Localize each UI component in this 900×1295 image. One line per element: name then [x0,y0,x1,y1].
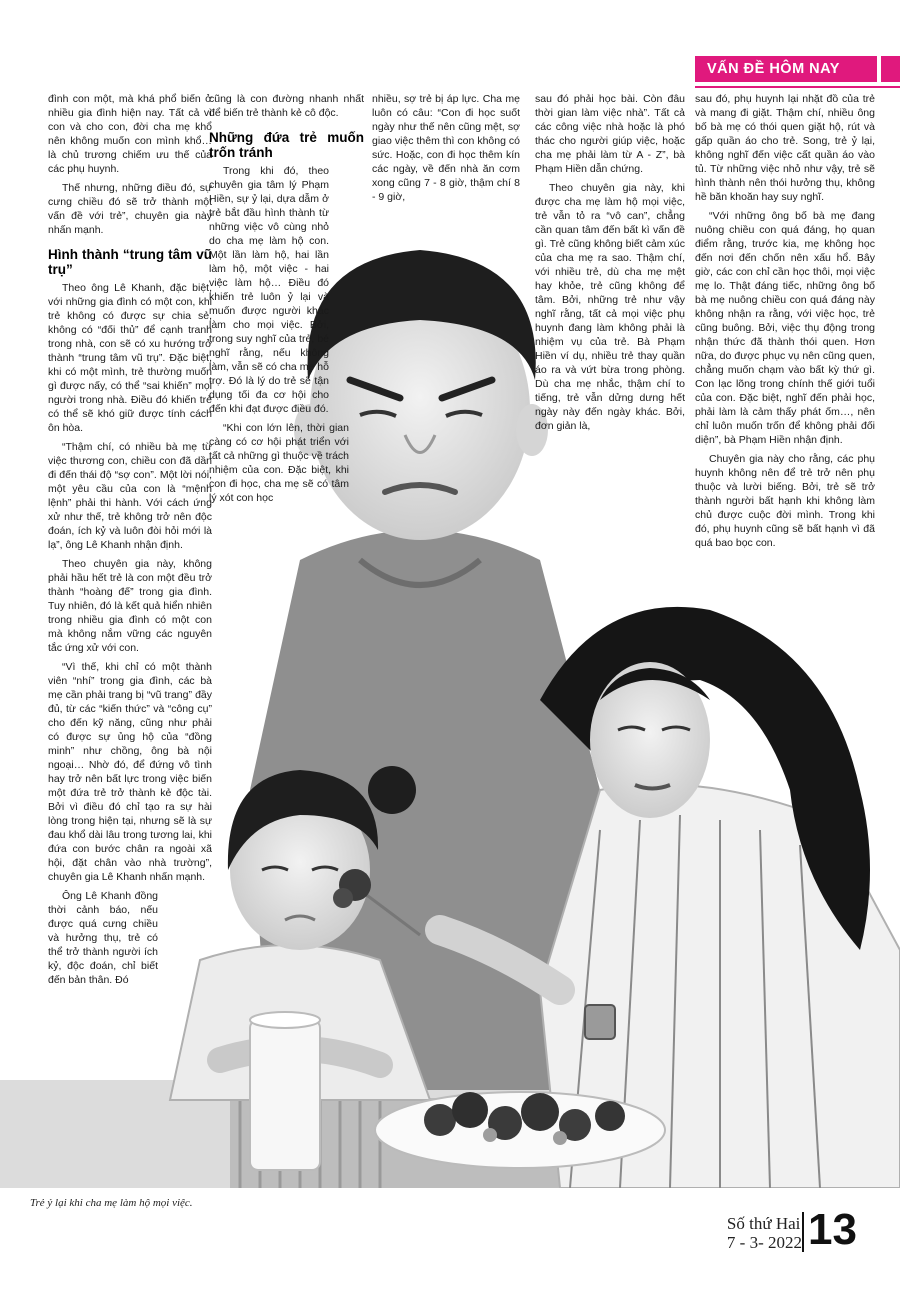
column-3 [372,92,520,209]
paragraph: nhiều, sợ trẻ bị áp lực. Cha mẹ luôn có câu: “Con đi học suốt ngày như thế nên cũng mệt, sợ giao việc thêm thì con không có sức. Hoặc, con đi học thêm kín các ngày, về đến nhà ăn cơm xong cũng 7 - 8 giờ, thậm chí 8 - 9 giờ, [372,93,520,203]
issue-date [727,1214,802,1252]
paragraph: Trong khi đó, theo chuyên gia tâm lý Phạm Hiền, sự ỷ lại, dựa dẫm ở trẻ bắt đầu hình thành từ những việc vô cùng nhỏ do cha mẹ làm hộ con. Một lần làm hộ, hai lần làm hộ, một việc - hai việc làm hộ… Điều đó khiến trẻ luôn ỷ lại và muốn được người khác làm cho mọi việc. Bởi, trong suy nghĩ của trẻ, bé nghĩ rằng, nếu không làm, vẫn sẽ có cha mẹ hỗ trợ. Đó là lý do trẻ sẽ tận dụng tối đa cơ hội cho đến khi đạt được điều đó. [209,165,329,415]
photo-caption: Trẻ ỷ lại khi cha mẹ làm hộ mọi việc. [30,1197,193,1209]
issue-date-text: 7 - 3- 2022 [726,1233,802,1252]
paragraph: “Khi con lớn lên, thời gian càng có cơ hội phát triển với tất cả những gì thuộc về trách nhiệm của con. Đặc biệt, khi con đi học, cha mẹ sẽ có tâm lý xót con học [209,422,349,504]
paragraph: cũng là con đường nhanh nhất để biến trẻ thành kẻ cô độc. [209,93,364,119]
page-number-divider [802,1212,804,1252]
page-number: 13 [808,1205,857,1254]
paragraph: sau đó phải học bài. Còn đâu thời gian làm việc nhà”. Tất cả các công việc nhà hoặc là phó thác cho người giúp việc, hoặc cha mẹ phải làm từ A - Z”, bà Phạm Hiền dẫn chứng. [535,93,685,175]
column-1 [48,92,212,992]
paragraph: Theo ông Lê Khanh, đặc biệt, với những gia đình có một con, khi trẻ không có được sự chia sẻ, không có “đối thủ” để cạnh tranh trong nhà, con sẽ có xu hướng trở thành “trung tâm vũ trụ”. Đặc biệt, khi có một mình, trẻ thường muốn gì được nấy, có thể “sai khiến” mọi người trong nhà. Điều đó khiến trẻ có thể sẽ khó giữ được tính cách ôn hòa. [48,282,212,434]
plate-of-broccoli [375,1092,665,1168]
issue-name: Số thứ Hai [726,1214,801,1233]
paragraph: Thế nhưng, những điều đó, sự cưng chiều đó sẽ trở thành một vấn đề với trẻ”, chuyên gia này nhấn mạnh. [48,182,212,236]
paragraph: Ông Lê Khanh đồng thời cảnh báo, nếu được quá cưng chiều và hưởng thụ, trẻ có thể trở thành người ích kỷ, độc đoán, chỉ biết đến bản thân. Đó [48,890,158,986]
paragraph: “Thậm chí, có nhiều bà mẹ từ việc thương con, chiều con đã dần đi đến thái độ “sợ con”. Một lời nói, một yêu cầu của con là “mệnh lệnh” phải thi hành. Với cách ứng xử như thế, trẻ không trở nên độc đoán, ích kỷ và luôn đòi hỏi mới là lạ”, ông Lê Khanh nhận định. [48,441,212,551]
column-4 [535,92,685,438]
section-rule [695,86,900,88]
column-2 [209,92,364,510]
milk-glass [250,1012,320,1170]
paragraph: Theo chuyên gia này, khi được cha mẹ làm hộ mọi việc, trẻ vẫn tỏ ra “vô can”, chẳng cần quan tâm đến bất kì vấn đề gì. Trẻ cũng không biết cảm xúc của cha mẹ ra sao. Thậm chí, với nhiều trẻ, dù cha mẹ mệt hay khỏe, trẻ cũng không để tâm. Bởi, những trẻ như vậy nghĩ rằng, tất cả mọi việc phụ huynh đang làm không phải là nhiệm vụ của trẻ. Bà Phạm Hiền ví dụ, nhiều trẻ thay quần áo ra và vứt bừa trong phòng. Dù cha mẹ nhắc, thậm chí to tiếng, trẻ vẫn dửng dưng hết ngày này đến ngày khác. Bởi, đơn giản là, [535,182,685,432]
subheading: Hình thành “trung tâm vũ trụ” [48,247,212,277]
paragraph: đình con một, mà khá phổ biến ở nhiều gia đình hiện nay. Tất cả vì con và cho con, đời cha mẹ khổ nên không muốn con mình khổ… là chủ trương chiếm ưu thế của các phụ huynh. [48,93,212,175]
paragraph: Chuyên gia này cho rằng, các phụ huynh không nên để trẻ trở nên phụ thuộc và lười biếng. Bởi, trẻ sẽ trở thành người bất hạnh khi không làm chủ được cuộc đời mình. Trong khi đó, phụ huynh cũng sẽ bất hạnh vì đã quá bao bọc con. [695,453,875,549]
paragraph: “Với những ông bố bà mẹ đang nuông chiều con quá đáng, họ quan điểm rằng, trước kia, mẹ không học đến nơi đến chốn nên xấu hổ. Bây giờ, các con chỉ cần học thôi, mọi việc mẹ lo. Thật đáng tiếc, những ông bố bà mẹ nuông chiều con quá đáng này không nhận ra rằng, với việc học, trẻ cũng buông. Bởi, việc thụ động trong nhận thức đã thành thói quen. Hơn nữa, do được phục vụ nên cũng quen, chẳng muốn chạm vào bất kỳ thứ gì. Con lạc lõng trong chính thế giới tuổi của con. Đặc biệt, nghĩ đến phải học, phải làm là cảm thấy phát ốm…, nên chỉ luôn muốn trốn để không phải đối diện”, bà Phạm Hiền nhận định. [695,210,875,446]
column-5 [695,92,875,555]
section-label: VẤN ĐỀ HÔM NAY [695,56,877,82]
section-accent-bar [881,56,900,82]
paragraph: “Vì thế, khi chỉ có một thành viên “nhí” trong gia đình, các bà mẹ cần phải trang bị “vũ trang” đầy đủ, từ các “kiến thức” và “công cụ” cho đến kỹ năng, cũng như phải có được sự ủng hộ của “đồng minh” như chồng, ông bà nội ngoại… Nhờ đó, để đứng vô tình hay trở nên bất lực trong việc biến một đứa trẻ trở thành kẻ độc tài. Bởi vì điều đó chỉ tạo ra sự hài lòng trong hiện tại, nhưng sẽ là sự đau khổ dài lâu trong tương lai, khi đứa con bước chân ra ngoài xã hội, đặt chân vào nhà trường”, chuyên gia Lê Khanh nhấn mạnh. [48,661,212,883]
paragraph: Theo chuyên gia này, không phải hầu hết trẻ là con một đều trở thành “hoàng đế” trong gia đình. Tuy nhiên, đó là kết quả hiển nhiên trong nhiều gia đình có một con mà không nắm vững các nguyên tắc ứng xử với con. [48,558,212,654]
subheading: Những đứa trẻ muốn trốn tránh [209,130,364,160]
paragraph: sau đó, phụ huynh lại nhặt đồ của trẻ và mang đi giặt. Thậm chí, nhiều ông bố bà mẹ có thói quen giặt hộ, rút và gấp quần áo cho trẻ. Song, trẻ ỷ lại, không nghĩ đến việc cất quần áo vào tủ. Từ những việc nhỏ như vậy, trẻ sẽ hình thành nên thói hưởng thụ, không hề băn khoăn hay suy nghĩ. [695,93,875,203]
